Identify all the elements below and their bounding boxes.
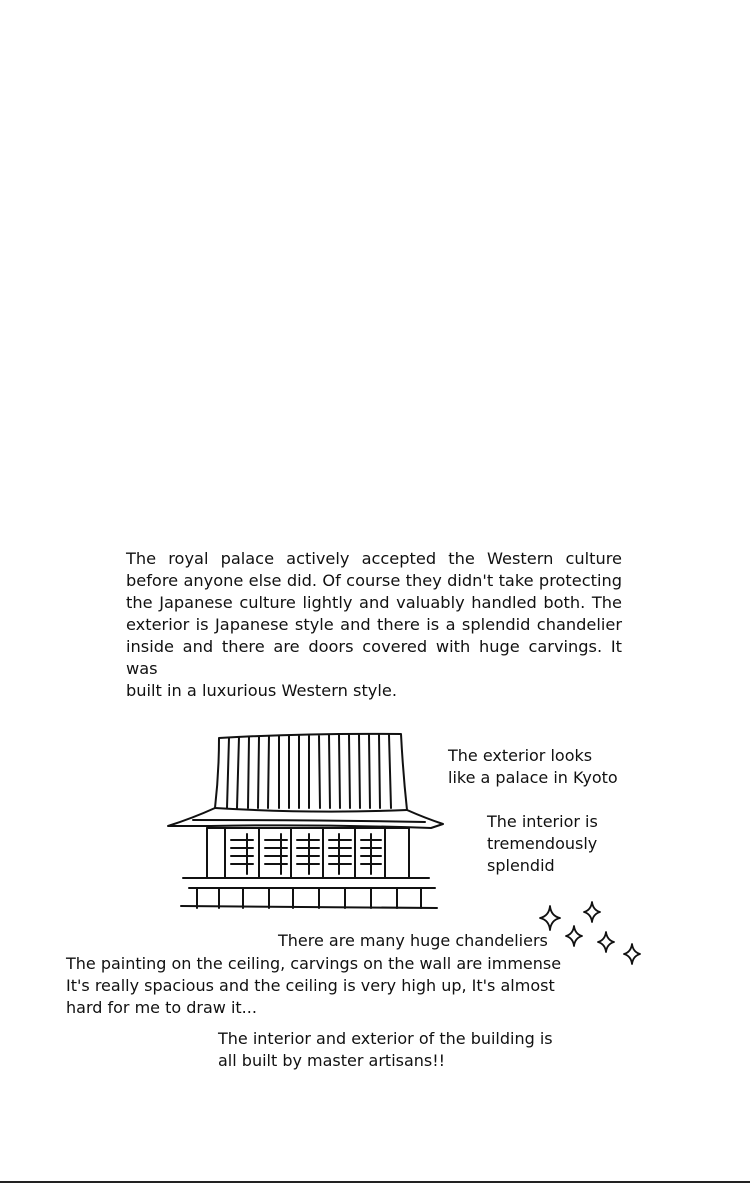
artisans-note-line: The interior and exterior of the building is	[218, 1029, 553, 1048]
exterior-note-line: The exterior looks	[448, 746, 593, 765]
paragraph-line: built in a luxurious Western style.	[126, 681, 397, 700]
ceiling-note-line: It's really spacious and the ceiling is very high up, It's almost	[66, 976, 555, 995]
page-bottom-rule	[0, 1181, 750, 1183]
ceiling-note	[66, 953, 561, 1019]
interior-note-line: The interior is	[487, 812, 598, 831]
interior-note-line: tremendously	[487, 834, 598, 853]
exterior-note-line: like a palace in Kyoto	[448, 768, 618, 787]
ceiling-note-line: hard for me to draw it...	[66, 998, 257, 1017]
ceiling-note-line: The painting on the ceiling, carvings on the wall are immense	[66, 954, 562, 973]
paragraph-line: before anyone else did. Of course they didn't take protecting	[126, 571, 622, 590]
artisans-note-line: all built by master artisans!!	[218, 1051, 446, 1070]
intro-paragraph	[126, 548, 622, 702]
chandeliers-note: There are many huge chandeliers	[278, 931, 548, 950]
paragraph-line: The royal palace actively accepted the Western culture	[126, 549, 622, 568]
paragraph-line: inside and there are doors covered with huge carvings. It was	[126, 637, 622, 678]
paragraph-line: exterior is Japanese style and there is a splendid chandelier	[126, 615, 622, 634]
exterior-note	[448, 745, 618, 789]
artisans-note	[218, 1028, 553, 1072]
interior-note	[487, 811, 598, 877]
interior-note-line: splendid	[487, 856, 555, 875]
paragraph-line: the Japanese culture lightly and valuably handled both. The	[126, 593, 622, 612]
palace-sketch-illustration	[163, 728, 453, 913]
